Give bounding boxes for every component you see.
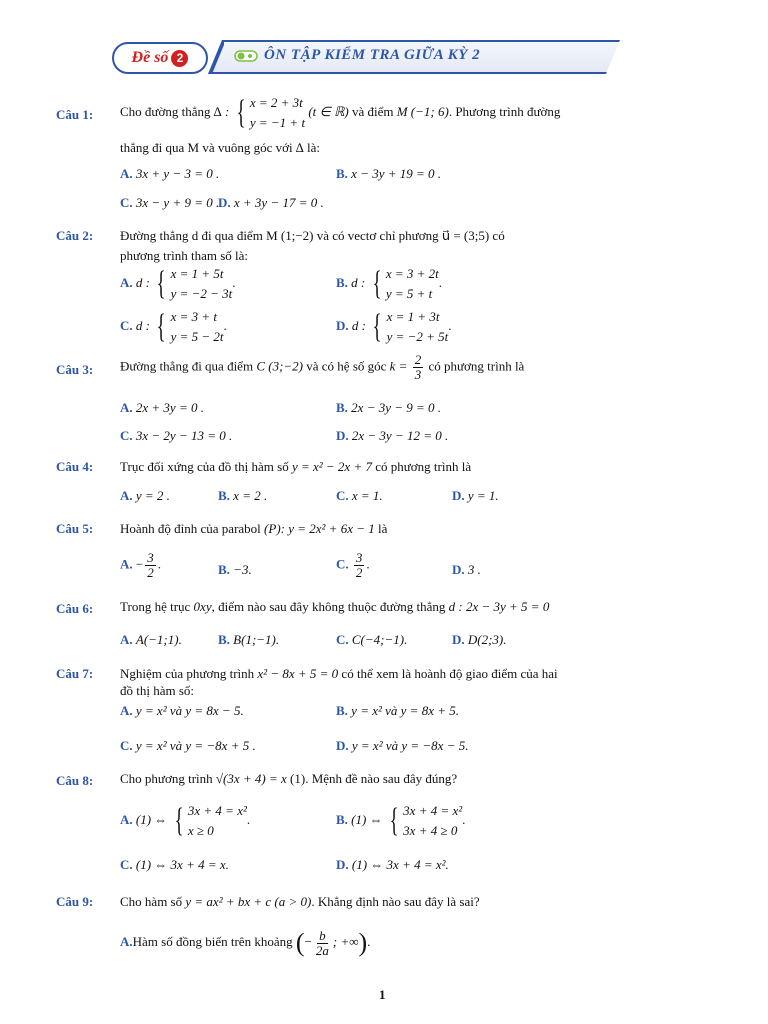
- question-4-label: Câu 4:: [56, 459, 94, 474]
- question-2-stem: Đường thẳng d đi qua điểm M (1;−2) và có vectơ chỉ phương u⃗ = (3;5) có: [120, 228, 505, 243]
- q3-option-b[interactable]: B. 2x − 3y − 9 = 0 .: [336, 400, 442, 415]
- q1-option-d[interactable]: D. x + 3y − 17 = 0 .: [218, 195, 324, 210]
- q2-option-a[interactable]: A. d : { x = 1 + 5t y = −2 − 3t .: [120, 265, 236, 302]
- q2-option-d[interactable]: D. d : { x = 1 + 3t y = −2 + 5t .: [336, 308, 452, 345]
- q6-option-c[interactable]: C. C(−4;−1).: [336, 632, 408, 647]
- question-1-stem: [120, 93, 560, 133]
- question-4-stem: Trục đối xứng của đồ thị hàm số y = x² − 2x + 7 có phương trình là: [120, 459, 472, 474]
- q8-option-b[interactable]: B. (1) ⇔ { 3x + 4 = x² 3x + 4 ≥ 0 .: [336, 802, 466, 839]
- exam-header: [112, 36, 622, 76]
- question-2-label: Câu 2:: [56, 228, 94, 243]
- q7-option-d[interactable]: D. y = x² và y = −8x − 5.: [336, 738, 469, 753]
- q8-option-a[interactable]: A. (1) ⇔ { 3x + 4 = x² x ≥ 0 .: [120, 802, 251, 839]
- q1-sys-row-1: x = 2 + 3t: [249, 95, 303, 110]
- q1-option-c[interactable]: C. 3x − y + 9 = 0 .: [120, 195, 220, 210]
- q5-option-d[interactable]: D. 3 .: [452, 562, 481, 577]
- q7-option-a[interactable]: A. y = x² và y = 8x − 5.: [120, 703, 244, 718]
- q1-delta: ∆ :: [213, 103, 230, 119]
- q6-option-d[interactable]: D. D(2;3).: [452, 632, 507, 647]
- q8-option-c[interactable]: C. (1) ⇔ 3x + 4 = x.: [120, 857, 229, 872]
- q1-sys-row-2: y = −1 + t: [249, 115, 306, 130]
- question-8-stem: Cho phương trình √(3x + 4) = x (1). Mệnh đề nào sau đây đúng?: [120, 771, 458, 786]
- toggle-icon: [234, 50, 258, 62]
- question-3-label: Câu 3:: [56, 362, 94, 377]
- q2-option-b[interactable]: B. d : { x = 3 + 2t y = 5 + t .: [336, 265, 443, 302]
- q5-option-c[interactable]: C. $\frac{3}{2}$ .: [336, 550, 370, 580]
- q5-option-b[interactable]: B. −3.: [218, 562, 252, 577]
- question-5-label: Câu 5:: [56, 521, 94, 536]
- question-3-stem: Đường thẳng đi qua điểm C (3;−2) và có hệ số góc k = $\frac{2}{3}$ có phương trình là: [120, 352, 525, 382]
- q4-option-a[interactable]: A. y = 2 .: [120, 488, 170, 503]
- q4-option-b[interactable]: B. x = 2 .: [218, 488, 268, 503]
- q3-option-d[interactable]: D. 2x − 3y − 12 = 0 .: [336, 428, 449, 443]
- q3-fraction: $\frac{2}{3}$: [414, 352, 422, 382]
- question-7-label: Câu 7:: [56, 666, 94, 681]
- exam-number: 2: [171, 50, 188, 67]
- q1-option-a[interactable]: A. 3x + y − 3 = 0 .: [120, 166, 220, 181]
- question-5-stem: Hoành độ đỉnh của parabol (P): y = 2x² + 6x − 1 là: [120, 521, 388, 536]
- question-7-stem-line2: đồ thị hàm số:: [120, 683, 195, 698]
- q1-system: { x = 2 + 3t y = −1 + t: [236, 94, 306, 131]
- q7-option-c[interactable]: C. y = x² và y = −8x + 5 .: [120, 738, 256, 753]
- question-7-stem: Nghiệm của phương trình x² − 8x + 5 = 0 có thể xem là hoành độ giao điểm của hai: [120, 666, 558, 681]
- q1-text-c: . Phương trình đường: [448, 103, 561, 119]
- page-number: 1: [379, 987, 386, 1002]
- page-title: ÔN TẬP KIỂM TRA GIỮA KỲ 2: [264, 47, 481, 63]
- question-9-label: Câu 9:: [56, 894, 94, 909]
- q2-option-c[interactable]: C. d : { x = 3 + t y = 5 − 2t .: [120, 308, 227, 345]
- exam-number-badge: [112, 42, 208, 74]
- q1-text-a: Cho đường thẳng: [120, 103, 211, 119]
- q6-option-a[interactable]: A. A(−1;1).: [120, 632, 182, 647]
- question-1-label: Câu 1:: [56, 107, 94, 122]
- q5-option-a[interactable]: A. − $\frac{3}{2}$ .: [120, 550, 161, 580]
- q3-option-c[interactable]: C. 3x − 2y − 13 = 0 .: [120, 428, 233, 443]
- question-2-stem-line2: phương trình tham số là:: [120, 248, 249, 263]
- question-9-stem: Cho hàm số y = ax² + bx + c (a > 0). Khẳng định nào sau đây là sai?: [120, 894, 480, 909]
- q3-option-a[interactable]: A. 2x + 3y = 0 .: [120, 400, 204, 415]
- question-6-stem: Trong hệ trục 0xy, điểm nào sau đây không thuộc đường thẳng d : 2x − 3y + 5 = 0: [120, 599, 550, 614]
- question-8-label: Câu 8:: [56, 773, 94, 788]
- q1-param: (t ∈ ℝ): [308, 103, 349, 119]
- q1-text-b: và điểm: [351, 103, 394, 119]
- q1-point: M (−1; 6): [396, 103, 449, 119]
- q6-option-b[interactable]: B. B(1;−1).: [218, 632, 280, 647]
- q4-option-c[interactable]: C. x = 1.: [336, 488, 383, 503]
- exam-label: Đề số: [131, 49, 169, 66]
- q7-option-b[interactable]: B. y = x² và y = 8x + 5.: [336, 703, 459, 718]
- q4-option-d[interactable]: D. y = 1.: [452, 488, 499, 503]
- q1-option-b[interactable]: B. x − 3y + 19 = 0 .: [336, 166, 442, 181]
- question-6-label: Câu 6:: [56, 601, 94, 616]
- q8-option-d[interactable]: D. (1) ⇔ 3x + 4 = x².: [336, 857, 449, 872]
- question-1-stem-line2: thẳng đi qua M và vuông góc với ∆ là:: [120, 140, 321, 155]
- q9-option-a[interactable]: A.Hàm số đồng biến trên khoảng (− $\frac{b}{2a}$ ; +∞).: [120, 927, 371, 958]
